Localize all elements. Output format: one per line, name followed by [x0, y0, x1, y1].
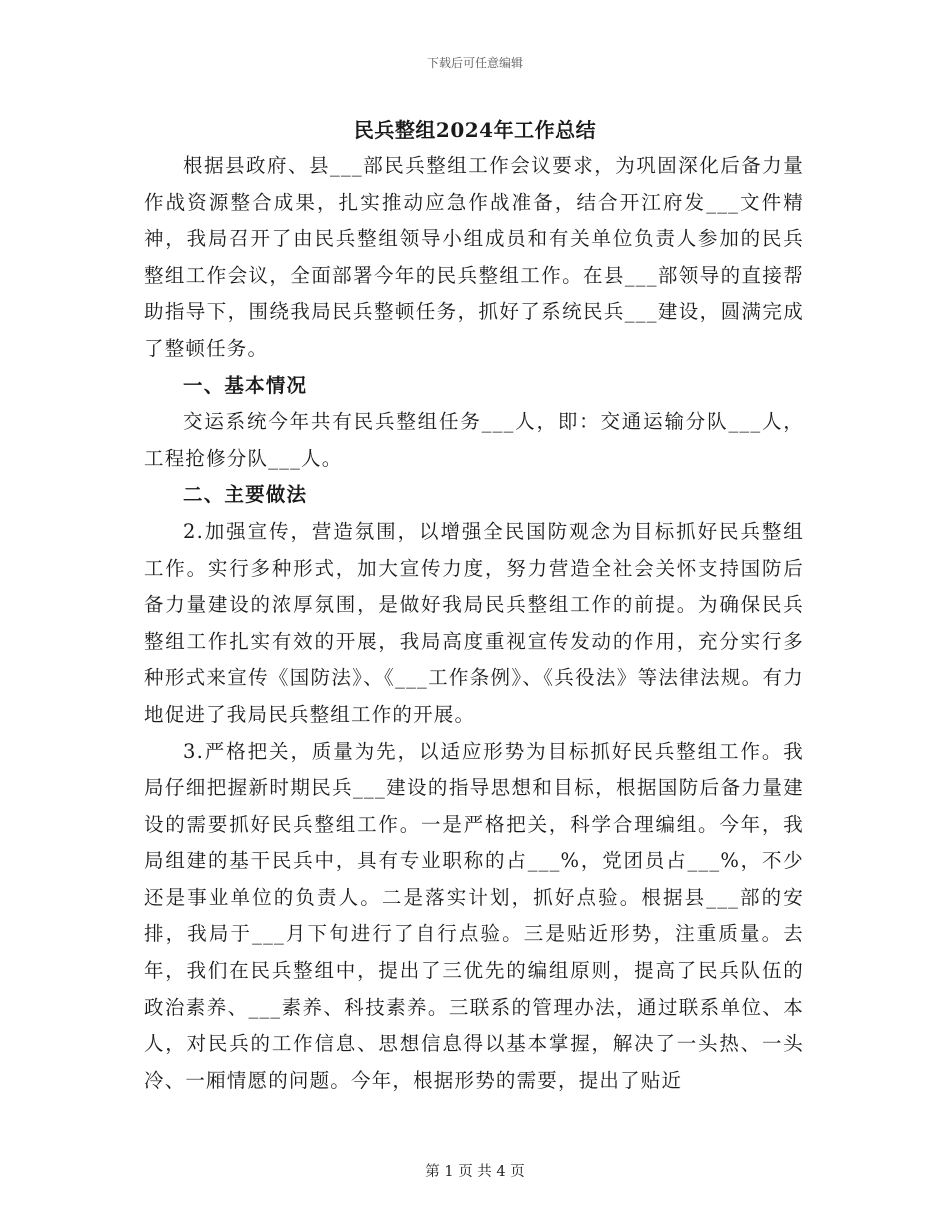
section-heading-main-practices: 二、主要做法 — [183, 483, 308, 507]
intro-paragraph: 根据县政府、县___部民兵整组工作会议要求，为巩固深化后备力量作战资源整合成果，扎实推动应急作战准备，结合开江府发___文件精神，我局召开了由民兵整组领导小组成员和有关单位负责人参加的民兵整组工作会议，全面部署今年的民兵整组工作。在县___部领导的直接帮助指导下，围绕我局民兵整顿任务，抓好了系统民兵___建设，圆满完成了整顿任务。 — [144, 154, 804, 360]
basic-situation-paragraph: 交运系统今年共有民兵整组任务___人，即：交通运输分队___人，工程抢修分队___人。 — [144, 410, 804, 470]
practice-item-2-paragraph: 2.加强宣传，营造氛围，以增强全民国防观念为目标抓好民兵整组工作。实行多种形式，加大宣传力度，努力营造全社会关怀支持国防后备力量建设的浓厚氛围，是做好我局民兵整组工作的前提。为确保民兵整组工作扎实有效的开展，我局高度重视宣传发动的作用，充分实行多种形式来宣传《国防法》、《___工作条例》、《兵役法》等法律法规。有力地促进了我局民兵整组工作的开展。 — [144, 519, 804, 726]
page-header-note: 下载后可任意编辑 — [426, 56, 523, 70]
section-heading-basic-situation: 一、基本情况 — [183, 373, 308, 397]
practice-item-3-paragraph: 3.严格把关，质量为先，以适应形势为目标抓好民兵整组工作。我局仔细把握新时期民兵___建设的指导思想和目标，根据国防后备力量建设的需要抓好民兵整组工作。一是严格把关，科学合理编组。今年，我局组建的基干民兵中，具有专业职称的占___%，党团员占___%，不少还是事业单位的负责人。二是落实计划，抓好点验。根据县___部的安排，我局于___月下旬进行了自行点验。三是贴近形势，注重质量。去年，我们在民兵整组中，提出了三优先的编组原则，提高了民兵队伍的政治素养、___素养、科技素养。三联系的管理办法，通过联系单位、本人，对民兵的工作信息、思想信息得以基本掌握，解决了一头热、一头冷、一厢情愿的问题。今年，根据形势的需要，提出了贴近 — [144, 739, 804, 1092]
document-title: 民兵整组2024年工作总结 — [353, 118, 597, 142]
page-number-footer: 第 1 页 共 4 页 — [425, 1164, 525, 1180]
document-body — [144, 148, 804, 1099]
